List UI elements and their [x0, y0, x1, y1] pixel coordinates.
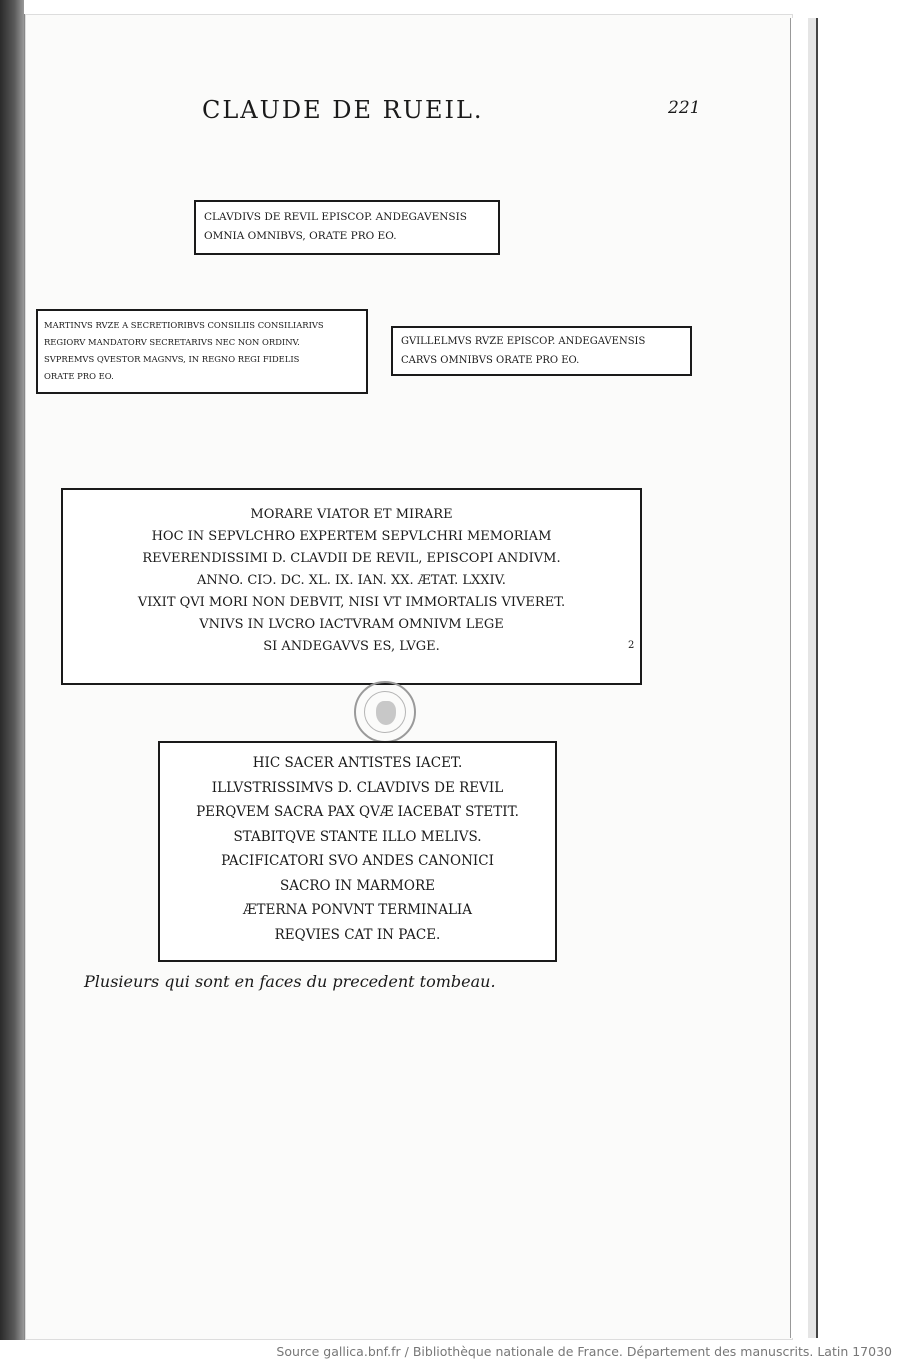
inscription-guillelmus — [391, 326, 692, 376]
inscription-hic-sacer — [158, 741, 557, 962]
inscription-claudius — [194, 200, 500, 255]
inscription-line: HIC SACER ANTISTES IACET. — [252, 755, 463, 771]
scan-background-right — [818, 0, 900, 1340]
inscription-line: HOC IN SEPVLCHRO EXPERTEM SEPVLCHRI MEMORIAM — [151, 529, 552, 544]
inscription-line: GVILLELMVS RVZE EPISCOP. ANDEGAVENSIS — [401, 336, 646, 347]
inscription-epitaph — [61, 488, 642, 685]
inscription-line: MORARE VIATOR ET MIRARE — [250, 507, 453, 522]
margin-mark: 2 — [628, 640, 635, 651]
inscription-line: ILLVSTRISSIMVS D. CLAVDIVS DE REVIL — [211, 779, 504, 796]
inscription-martinus — [36, 309, 368, 394]
inscription-line: SACRO IN MARMORE — [280, 877, 435, 894]
page-title: CLAUDE DE RUEIL. — [202, 96, 484, 124]
library-stamp-icon — [354, 681, 416, 743]
inscription-line: PERQVEM SACRA PAX QVÆ IACEBAT STETIT. — [196, 804, 519, 820]
handwritten-caption: Plusieurs qui sont en faces du precedent tombeau. — [84, 972, 496, 991]
inscription-line: CLAVDIVS DE REVIL EPISCOP. ANDEGAVENSIS — [204, 211, 467, 223]
inscription-line: ANNO. CIↃ. DC. XL. IX. IAN. XX. ÆTAT. LXXIV. — [197, 573, 506, 588]
inscription-line: REVERENDISSIMI D. CLAVDII DE REVIL, EPISCOPI ANDIVM. — [142, 551, 561, 566]
inscription-line: OMNIA OMNIBVS, ORATE PRO EO. — [204, 230, 397, 242]
inscription-line: ORATE PRO EO. — [44, 371, 114, 381]
inscription-line: REQVIES CAT IN PACE. — [274, 926, 441, 943]
inscription-line: CARVS OMNIBVS ORATE PRO EO. — [401, 355, 580, 366]
inscription-line: PACIFICATORI SVO ANDES CANONICI — [221, 853, 494, 869]
inscription-line: SI ANDEGAVVS ES, LVGE. — [263, 639, 440, 654]
inscription-line: STABITQVE STANTE ILLO MELIVS. — [233, 828, 482, 845]
page-number: 221 — [668, 98, 701, 118]
inscription-line: MARTINVS RVZE A SECRETIORIBVS CONSILIIS CONSILIARIVS — [44, 320, 324, 330]
inscription-line: REGIORV MANDATORV SECRETARIVS NEC NON ORDINV. — [44, 337, 300, 347]
inscription-line: ÆTERNA PONVNT TERMINALIA — [243, 902, 472, 918]
scan-background-left — [0, 0, 24, 1340]
page-edge — [808, 18, 818, 1338]
inscription-line: VIXIT QVI MORI NON DEBVIT, NISI VT IMMORTALIS VIVERET. — [137, 595, 566, 610]
inscription-line: SVPREMVS QVESTOR MAGNVS, IN REGNO REGI FIDELIS — [44, 354, 300, 364]
inscription-line: VNIVS IN LVCRO IACTVRAM OMNIVM LEGE — [199, 617, 504, 632]
source-footer: Source gallica.bnf.fr / Bibliothèque nationale de France. Département des manuscrits. Latin 17030 — [0, 1340, 900, 1363]
